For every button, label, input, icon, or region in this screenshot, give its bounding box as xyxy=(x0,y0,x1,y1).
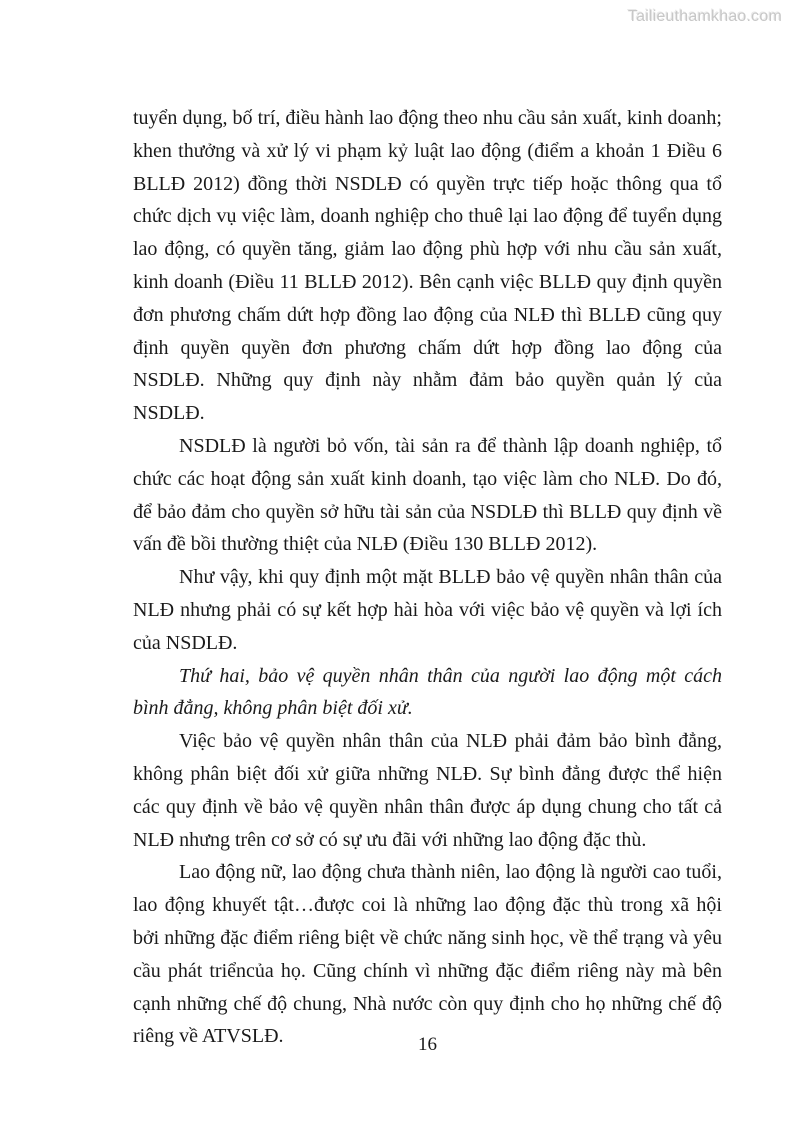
page-number: 16 xyxy=(418,1034,437,1055)
paragraph-heading-thu-hai: Thứ hai, bảo vệ quyền nhân thân của người lao động một cách bình đẳng, không phân biệt đối xử. xyxy=(133,664,722,720)
paragraph-conclusion: Như vậy, khi quy định một mặt BLLĐ bảo vệ quyền nhân thân của NLĐ nhưng phải có sự kết hợp hài hòa với việc bảo vệ quyền và lợi ích của NSDLĐ. xyxy=(133,566,722,654)
paragraph-nsdld-capital: NSDLĐ là người bỏ vốn, tài sản ra để thành lập doanh nghiệp, tổ chức các hoạt động sản xuất kinh doanh, tạo việc làm cho NLĐ. Do đó, để bảo đảm cho quyền sở hữu tài sản của NSDLĐ thì BLLĐ quy định về vấn đề bồi thường thiệt của NLĐ (Điều 130 BLLĐ 2012). xyxy=(133,434,722,556)
watermark-text: Tailieuthamkhao.com xyxy=(627,8,782,25)
paragraph-equality: Việc bảo vệ quyền nhân thân của NLĐ phải đảm bảo bình đẳng, không phân biệt đối xử giữa những NLĐ. Sự bình đẳng được thể hiện các quy định về bảo vệ quyền nhân thân được áp dụng chung cho tất cả NLĐ nhưng trên cơ sở có sự ưu đãi với những lao động đặc thù. xyxy=(133,730,722,851)
paragraph-continued: tuyển dụng, bố trí, điều hành lao động theo nhu cầu sản xuất, kinh doanh; khen thưởng và xử lý vi phạm kỷ luật lao động (điểm a khoản 1 Điều 6 BLLĐ 2012) đồng thời NSDLĐ có quyền trực tiếp hoặc thông qua tổ chức dịch vụ việc làm, doanh nghiệp cho thuê lại lao động để tuyển dụng lao động, có quyền tăng, giảm lao động phù hợp với nhu cầu sản xuất, kinh doanh (Điều 11 BLLĐ 2012). Bên cạnh việc BLLĐ quy định quyền đơn phương chấm dứt hợp đồng lao động của NLĐ thì BLLĐ cũng quy định quyền quyền đơn phương chấm dứt hợp đồng lao động của NSDLĐ. Những quy định này nhằm đảm bảo quyền quản lý của NSDLĐ. xyxy=(133,107,722,425)
paragraph-special-workers: Lao động nữ, lao động chưa thành niên, lao động là người cao tuổi, lao động khuyết tật…được coi là những lao động đặc thù trong xã hội bởi những đặc điểm riêng biệt về chức năng sinh học, về thể trạng và yêu cầu phát triểncủa họ. Cũng chính vì những đặc điểm riêng này mà bên cạnh những chế độ chung, Nhà nước còn quy định cho họ những chế độ riêng về ATVSLĐ. xyxy=(133,861,722,1048)
document-body xyxy=(133,102,722,1053)
